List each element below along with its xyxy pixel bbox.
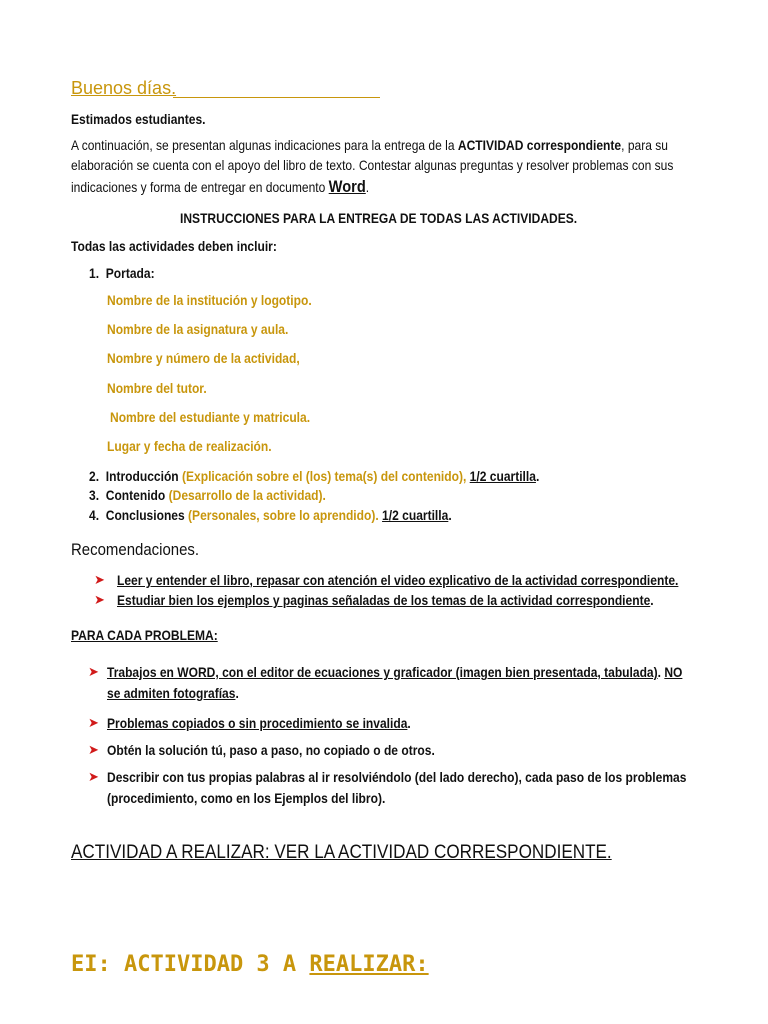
recommendations-title — [71, 540, 199, 560]
section-number: 3. — [89, 487, 100, 503]
greeting-underline — [173, 97, 380, 98]
ei-heading-prefix: EI: ACTIVIDAD 3 A — [71, 952, 310, 977]
problem-item-2-text: Problemas copiados o sin procedimiento se invalida — [107, 715, 408, 731]
section-detail: (Explicación sobre el (los) tema(s) del contenido), — [178, 468, 467, 484]
problem-item-1-no: NO — [664, 664, 683, 680]
portada-item: Nombre de la asignatura y aula. — [107, 321, 289, 337]
portada-item: Nombre del estudiante y matricula. — [110, 409, 311, 425]
recommendation-item: Leer y entender el libro, repasar con atención el video explicativo de la actividad correspondiente. — [117, 572, 679, 588]
problem-item-4-line-2: (procedimiento, como en los Ejemplos del libro). — [107, 790, 386, 806]
section-label: Introducción — [105, 468, 179, 484]
section-label: Conclusiones — [105, 507, 185, 523]
problem-item-2-end: . — [407, 715, 411, 731]
instructions-title: INSTRUCCIONES PARA LA ENTREGA DE TODAS LAS ACTIVIDADES. — [180, 210, 578, 226]
section-end: . — [535, 468, 540, 484]
ei-heading — [71, 952, 429, 977]
section-extra: 1/2 cuartilla — [382, 507, 449, 523]
portada-item: Nombre del tutor. — [107, 380, 207, 396]
problem-item-1-line-2 — [107, 685, 239, 701]
problem-item-1-end: . — [235, 685, 239, 701]
intro-text-2: , para su — [621, 137, 668, 153]
section-end: . — [448, 507, 452, 523]
section-extra: 1/2 cuartilla — [469, 468, 536, 484]
intro-line-2: elaboración se cuenta con el apoyo del libro de texto. Contestar algunas preguntas y resolver problemas con sus — [71, 157, 674, 173]
include-label: Todas las actividades deben incluir: — [71, 238, 277, 254]
arrow-bullet-icon: ➤ — [88, 715, 99, 730]
greeting: Buenos días. — [71, 78, 177, 98]
recommendation-end: . — [650, 592, 654, 608]
section-label: Contenido — [105, 487, 166, 503]
problem-item-4: Describir con tus propias palabras al ir resolviéndolo (del lado derecho), cada paso de los problemas — [107, 769, 687, 785]
problem-item-1-dot: . — [657, 664, 661, 680]
portada-item: Nombre de la institución y logotipo. — [107, 292, 312, 308]
arrow-bullet-icon: ➤ — [94, 572, 105, 587]
activity-heading: ACTIVIDAD A REALIZAR: VER LA ACTIVIDAD CORRESPONDIENTE. — [71, 842, 612, 863]
recommendations-title-text: Recomendaciones — [71, 540, 195, 559]
portada-heading — [89, 265, 155, 281]
portada-number: 1. — [89, 265, 100, 281]
intro-line-1 — [71, 137, 668, 153]
problem-item-1 — [107, 664, 682, 680]
section-contenido — [89, 487, 326, 503]
section-conclusiones — [89, 507, 452, 523]
arrow-bullet-icon: ➤ — [88, 664, 99, 679]
salutation: Estimados estudiantes. — [71, 111, 206, 127]
section-introduccion — [89, 468, 539, 484]
problem-item-2 — [107, 715, 411, 731]
intro-text-1: A continuación, se presentan algunas indicaciones para la entrega de la — [71, 137, 458, 153]
intro-period: . — [365, 179, 370, 195]
recommendations-title-period: . — [194, 540, 200, 559]
section-number: 4. — [89, 507, 100, 523]
problem-title: PARA CADA PROBLEMA: — [71, 627, 218, 643]
problem-item-3: Obtén la solución tú, paso a paso, no copiado o de otros. — [107, 742, 435, 758]
portada-item: Lugar y fecha de realización. — [107, 438, 272, 454]
recommendation-item — [117, 592, 654, 608]
arrow-bullet-icon: ➤ — [88, 769, 99, 784]
intro-line-3 — [71, 177, 369, 197]
section-detail: (Desarrollo de la actividad). — [165, 487, 326, 503]
portada-label: Portada: — [105, 265, 155, 281]
ei-heading-underlined: REALIZAR: — [309, 952, 429, 977]
problem-item-1-text: Trabajos en WORD, con el editor de ecuaciones y graficador (imagen bien presentada, tabulada) — [107, 664, 658, 680]
intro-bold-activity: ACTIVIDAD correspondiente — [457, 137, 622, 153]
section-number: 2. — [89, 468, 100, 484]
arrow-bullet-icon: ➤ — [94, 592, 105, 607]
recommendation-text: Estudiar bien los ejemplos y paginas señaladas de los temas de la actividad correspondiente — [117, 592, 651, 608]
intro-text-3: indicaciones y forma de entregar en documento — [71, 179, 329, 195]
section-detail: (Personales, sobre lo aprendido). — [184, 507, 379, 523]
word-label: Word — [328, 177, 366, 196]
portada-item: Nombre y número de la actividad, — [107, 350, 300, 366]
problem-item-1-text-2: se admiten fotografías — [107, 685, 236, 701]
arrow-bullet-icon: ➤ — [88, 742, 99, 757]
